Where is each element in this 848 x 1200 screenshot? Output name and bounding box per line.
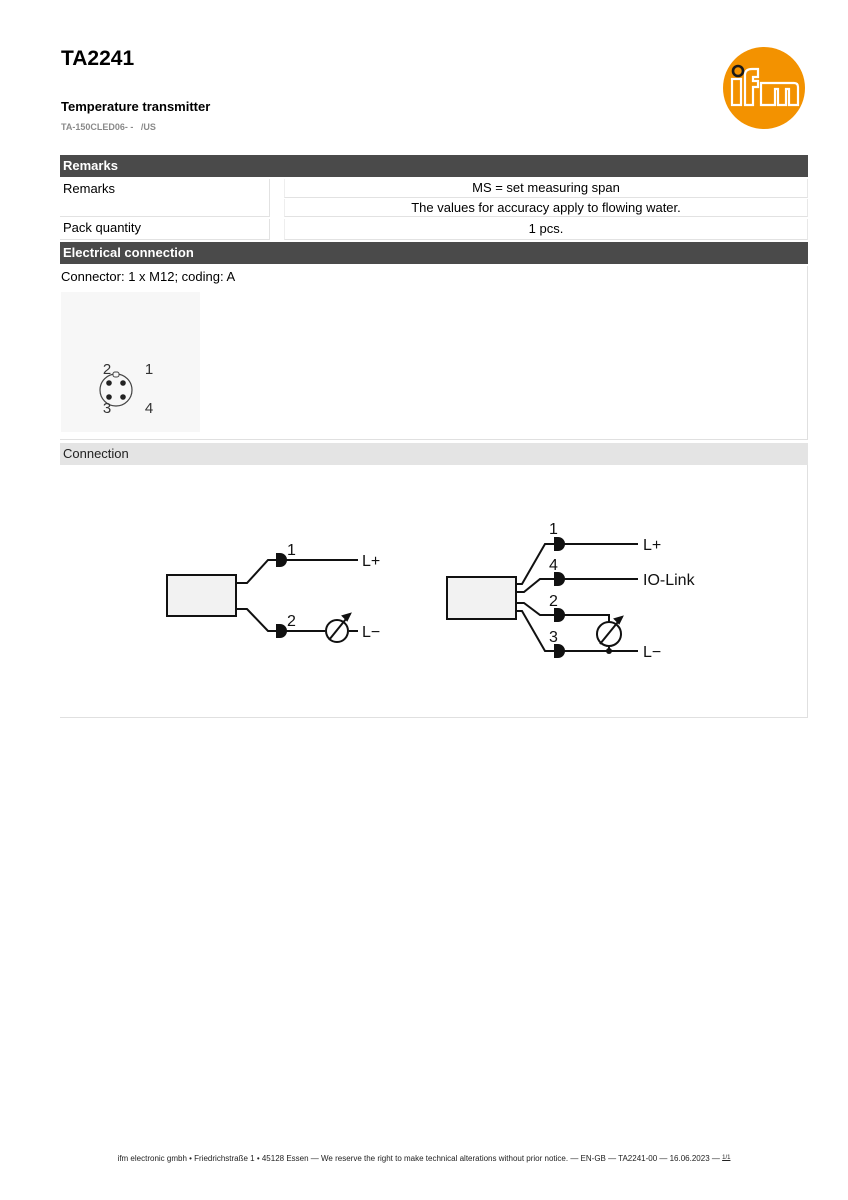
article-number: TA-150CLED06- - /US (61, 122, 156, 132)
pack-quantity-value: 1 pcs. (284, 219, 808, 240)
wiring-diagram-4-wire (447, 538, 638, 657)
right-pin-1: 1 (549, 521, 558, 538)
remarks-value-2: The values for accuracy apply to flowing water. (284, 199, 808, 217)
footer-text: ifm electronic gmbh • Friedrichstraße 1 • 45128 Essen — We reserve the right to make technical alterations without prior notice. — EN-GB — TA2241-00 — 16.06.2023 — (117, 1154, 720, 1163)
wiring-diagram-2-wire (167, 554, 358, 642)
remarks-label: Remarks (60, 179, 270, 217)
right-label-lplus: L+ (643, 537, 662, 554)
pin-label-2: 2 (102, 361, 112, 378)
left-pin-1: 1 (287, 542, 296, 559)
remarks-value-1: MS = set measuring span (284, 179, 808, 198)
wiring-diagrams (60, 465, 808, 718)
product-name: Temperature transmitter (61, 99, 211, 114)
connector-description: Connector: 1 x M12; coding: A (61, 269, 236, 284)
left-label-lplus: L+ (362, 553, 381, 570)
connection-diagram-panel (60, 465, 808, 718)
product-code: TA2241 (61, 47, 135, 70)
page-number: 1/1 (722, 1155, 731, 1161)
remarks-section-header: Remarks (60, 155, 808, 177)
left-pin-2: 2 (287, 613, 296, 630)
connector-panel (60, 266, 808, 440)
electrical-section-header: Electrical connection (60, 242, 808, 264)
right-label-iolink: IO-Link (643, 572, 695, 589)
left-label-lminus: L− (362, 624, 381, 641)
right-pin-2: 2 (549, 593, 558, 610)
right-pin-4: 4 (549, 557, 558, 574)
pin-label-3: 3 (102, 400, 112, 417)
right-label-lminus: L− (643, 644, 662, 661)
pack-quantity-label: Pack quantity (60, 219, 270, 240)
page-footer (0, 1154, 848, 1163)
connector-pinout-image (61, 292, 200, 432)
ifm-logo (722, 46, 806, 130)
connection-subheader: Connection (60, 443, 808, 465)
pin-label-1: 1 (144, 361, 154, 378)
right-pin-3: 3 (549, 629, 558, 646)
pin-label-4: 4 (144, 400, 154, 417)
